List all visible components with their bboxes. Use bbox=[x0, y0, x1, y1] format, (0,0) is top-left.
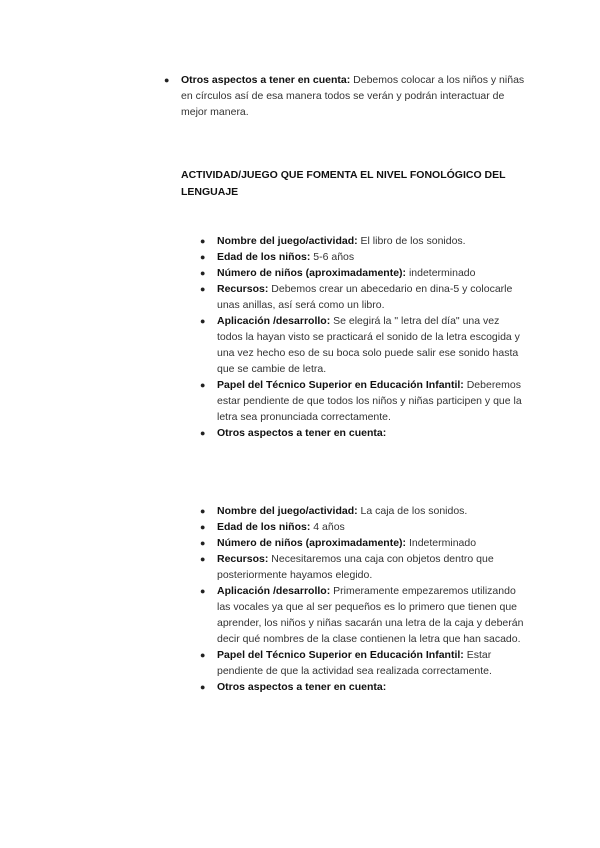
item-label: Otros aspectos a tener en cuenta: bbox=[217, 681, 387, 693]
item-label: Edad de los niños: bbox=[217, 251, 311, 263]
item-label: Aplicación /desarrollo: bbox=[217, 315, 331, 327]
item-text: La caja de los sonidos. bbox=[357, 505, 468, 517]
item-text: Debemos colocar a los niños y niñas en círculos así de esa manera todos se verán y podrán interactuar de mejor manera. bbox=[181, 74, 525, 118]
intro-bullet bbox=[164, 72, 531, 120]
item-label: Recursos: bbox=[217, 553, 269, 565]
list-item bbox=[200, 281, 527, 313]
bullet-icon: ● bbox=[200, 252, 206, 262]
list-item bbox=[200, 679, 527, 695]
bullet-icon: ● bbox=[200, 522, 206, 532]
item-label: Aplicación /desarrollo: bbox=[217, 585, 331, 597]
bullet-icon: ● bbox=[200, 236, 206, 246]
item-text: 5-6 años bbox=[310, 251, 355, 263]
list-item bbox=[200, 551, 527, 583]
bullet-icon: ● bbox=[200, 428, 206, 438]
list-item bbox=[200, 265, 527, 281]
item-text: Se elegirá la " letra del día" una vez todos la hayan visto se practicará el sonido de la letra escogida y una vez hecho eso de su boca solo puede salir ese sonido hasta que se cambie de letra. bbox=[217, 315, 520, 375]
item-label: Otros aspectos a tener en cuenta: bbox=[181, 74, 351, 86]
bullet-icon: ● bbox=[200, 650, 206, 660]
item-text: Debemos crear un abecedario en dina-5 y colocarle unas anillas, así será como un libro. bbox=[217, 283, 513, 311]
list-item bbox=[200, 503, 527, 519]
list-item bbox=[164, 72, 531, 120]
item-text: Primeramente empezaremos utilizando las vocales ya que al ser pequeños es lo primero que tienen que aprender, los niños y niñas sacarán una letra de la caja y deberán decir qué nombres de la clase contienen la letra que han sacado. bbox=[217, 585, 524, 645]
list-item bbox=[200, 519, 527, 535]
bullet-icon: ● bbox=[200, 284, 206, 294]
bullet-icon: ● bbox=[200, 506, 206, 516]
item-label: Número de niños (aproximadamente): bbox=[217, 537, 407, 549]
bullet-icon: ● bbox=[200, 586, 206, 596]
item-label: Número de niños (aproximadamente): bbox=[217, 267, 407, 279]
item-text: Deberemos estar pendiente de que todos los niños y niñas participen y que la letra sea pronunciada correctamente. bbox=[217, 379, 522, 423]
item-text: indeterminado bbox=[406, 267, 476, 279]
item-label: Recursos: bbox=[217, 283, 269, 295]
list-item bbox=[200, 377, 527, 425]
activity-list-2 bbox=[200, 503, 527, 695]
list-item bbox=[200, 647, 527, 679]
list-item bbox=[200, 313, 527, 377]
bullet-icon: ● bbox=[200, 538, 206, 548]
item-label: Otros aspectos a tener en cuenta: bbox=[217, 427, 387, 439]
item-label: Papel del Técnico Superior en Educación Infantil: bbox=[217, 379, 464, 391]
item-text: 4 años bbox=[310, 521, 345, 533]
item-text: El libro de los sonidos. bbox=[357, 235, 466, 247]
list-item bbox=[200, 249, 527, 265]
item-label: Nombre del juego/actividad: bbox=[217, 505, 358, 517]
item-label: Edad de los niños: bbox=[217, 521, 311, 533]
item-text: Indeterminado bbox=[406, 537, 477, 549]
item-label: Papel del Técnico Superior en Educación Infantil: bbox=[217, 649, 464, 661]
activity-list-1 bbox=[200, 233, 527, 441]
list-item bbox=[200, 583, 527, 647]
bullet-icon: ● bbox=[200, 380, 206, 390]
list-item bbox=[200, 425, 527, 441]
section-heading: ACTIVIDAD/JUEGO QUE FOMENTA EL NIVEL FONOLÓGICO DEL LENGUAJE bbox=[181, 169, 506, 198]
bullet-icon: ● bbox=[200, 268, 206, 278]
item-text: Estar pendiente de que la actividad sea realizada correctamente. bbox=[217, 649, 492, 677]
item-label: Nombre del juego/actividad: bbox=[217, 235, 358, 247]
bullet-icon: ● bbox=[200, 682, 206, 692]
list-item bbox=[200, 233, 527, 249]
bullet-icon: ● bbox=[200, 554, 206, 564]
bullet-icon: ● bbox=[200, 316, 206, 326]
item-text: Necesitaremos una caja con objetos dentro que posteriormente hayamos elegido. bbox=[217, 553, 494, 581]
bullet-icon: ● bbox=[164, 75, 170, 85]
list-item bbox=[200, 535, 527, 551]
